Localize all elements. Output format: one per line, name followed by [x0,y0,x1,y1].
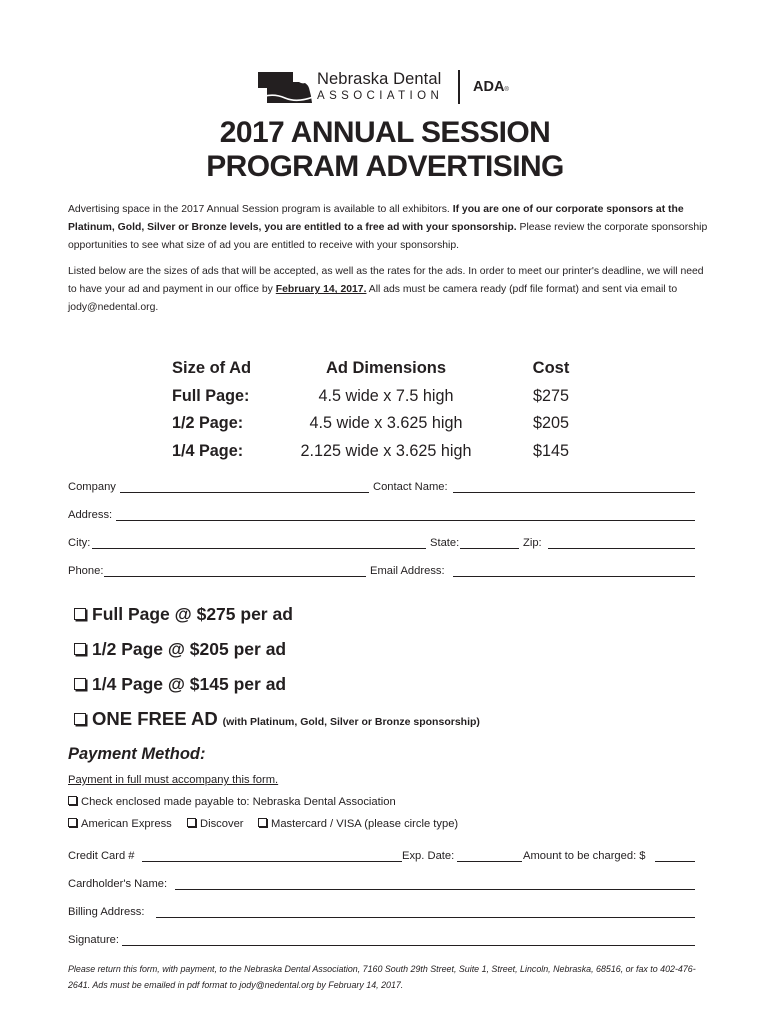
checkbox-icon[interactable] [258,818,267,827]
pay-option-check[interactable] [68,796,396,808]
intro-text: Advertising space in the 2017 Annual Session program is available to all exhibitors. [68,204,453,215]
pay-option-label: Discover [200,818,244,830]
payment-note: Payment in full must accompany this form. [68,774,279,786]
credit-card-field[interactable] [142,861,402,862]
table-header-size: Size of Ad [172,359,252,377]
company-field[interactable] [120,492,369,493]
option-note: (with Platinum, Gold, Silver or Bronze sponsorship) [222,716,480,728]
phone-label: Phone: [68,565,104,577]
intro-paragraph-1 [68,201,708,256]
intro-paragraph-2 [68,263,708,318]
amount-label: Amount to be charged: $ [523,850,646,862]
table-cell-cost: $275 [532,387,569,405]
state-label: State: [430,537,460,549]
city-label: City: [68,537,91,549]
intro-text: Please review the corporate sponsorship opportunities to see what size of ad you are entitled to receive with your sponsorship. [68,222,708,252]
zip-field[interactable] [548,548,695,549]
company-label: Company [68,481,116,493]
nebraska-state-logo-icon [257,70,313,104]
state-field[interactable] [460,548,519,549]
table-header-cost: Cost [532,359,570,377]
checkbox-icon[interactable] [74,713,86,725]
intro-text: All ads must be camera ready (pdf file format) and sent via email to jody@nedental.org. [68,284,678,314]
pay-option-label: American Express [81,818,172,830]
address-field[interactable] [116,520,695,521]
option-quarter-page[interactable] [74,674,286,695]
logo-divider [458,70,460,104]
page-title-line1: 2017 ANNUAL SESSION [219,116,551,149]
checkbox-icon[interactable] [74,643,86,655]
pay-option-discover[interactable] [187,818,244,830]
cardholder-label: Cardholder's Name: [68,878,168,890]
ada-logo-text: ADA [473,79,505,95]
pay-option-mc-visa[interactable] [258,818,458,830]
email-field[interactable] [453,576,695,577]
option-full-page[interactable] [74,604,293,625]
option-free-ad[interactable] [74,708,480,730]
table-cell-dimensions: 4.5 wide x 3.625 high [309,414,463,432]
option-label: 1/2 Page @ $205 per ad [92,639,287,659]
zip-label: Zip: [523,537,542,549]
ada-logo [473,79,509,95]
signature-field[interactable] [122,945,695,946]
footer-note: Please return this form, with payment, to the Nebraska Dental Association, 7160 South 29th Street, Suite 1, Street, Lincoln, Nebraska, 68516, or fax to 402-476-2641. Ads must be emailed in pdf format to jody@nedental.org by February 14, 2017. [68,964,696,990]
option-label: ONE FREE AD [92,708,218,729]
billing-address-label: Billing Address: [68,906,145,918]
ada-registered-mark: ® [504,87,509,93]
org-name-line2: ASSOCIATION [317,90,444,102]
table-cell-dimensions: 4.5 wide x 7.5 high [318,387,454,405]
option-label: Full Page @ $275 per ad [92,604,293,624]
payment-method-heading: Payment Method: [68,745,206,763]
pay-option-label: Mastercard / VISA (please circle type) [271,818,459,830]
billing-address-field[interactable] [156,917,695,918]
city-field[interactable] [92,548,426,549]
page-title-line2: PROGRAM ADVERTISING [206,150,564,183]
table-cell-dimensions: 2.125 wide x 3.625 high [300,442,472,460]
table-header-dimensions: Ad Dimensions [325,359,447,377]
contact-name-field[interactable] [453,492,695,493]
option-half-page[interactable] [74,639,286,660]
checkbox-icon[interactable] [187,818,196,827]
exp-date-label: Exp. Date: [402,850,455,862]
pay-option-amex[interactable] [68,818,172,830]
deadline-date: February 14, 2017. [275,284,367,296]
pay-option-label: Check enclosed made payable to: Nebraska Dental Association [81,796,396,808]
address-label: Address: [68,509,113,521]
table-cell-size: Full Page: [172,387,250,405]
table-cell-cost: $145 [532,442,569,460]
option-label: 1/4 Page @ $145 per ad [92,674,287,694]
phone-field[interactable] [104,576,366,577]
table-cell-cost: $205 [532,414,569,432]
table-cell-size: 1/4 Page: [172,442,244,460]
cardholder-field[interactable] [175,889,695,890]
signature-label: Signature: [68,934,119,946]
exp-date-field[interactable] [457,861,522,862]
checkbox-icon[interactable] [68,796,77,805]
checkbox-icon[interactable] [68,818,77,827]
contact-name-label: Contact Name: [373,481,448,493]
org-name-line1: Nebraska Dental [317,70,442,88]
table-cell-size: 1/2 Page: [172,414,244,432]
checkbox-icon[interactable] [74,678,86,690]
checkbox-icon[interactable] [74,608,86,620]
email-label: Email Address: [370,565,445,577]
credit-card-label: Credit Card # [68,850,135,862]
sponsor-free-ad-text: If you are one of our corporate sponsors at the Platinum, Gold, Silver or Bronze levels, you are entitled to a free ad with your sponsorship. [68,204,684,234]
intro-text: Listed below are the sizes of ads that will be accepted, as well as the rates for the ads. In order to meet our printer's deadline, we will need to have your ad and payment in our office by [68,266,704,296]
amount-field[interactable] [655,861,695,862]
